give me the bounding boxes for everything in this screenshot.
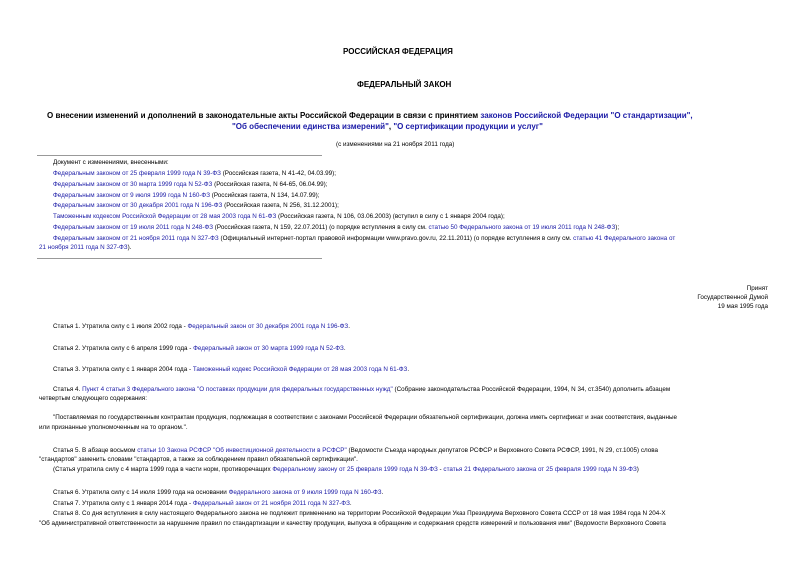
change-source: (Российская газета, N 159, 22.07.2011) (о порядке вступления в силу см.: [213, 224, 429, 231]
article-7: [53, 500, 352, 508]
article-text: Статья 2. Утратила силу с 6 апреля 1999 года -: [53, 345, 194, 352]
article-5: [53, 447, 658, 455]
change-source: (Российская газета, N 64-65, 06.04.99);: [212, 181, 328, 188]
article-text: Статья 7. Утратила силу с 1 января 2014 года -: [53, 500, 193, 507]
title-separator: ,: [388, 122, 394, 131]
article-link[interactable]: статьи 10 Закона РСФСР "Об инвестиционной деятельности в РСФСР": [137, 447, 347, 454]
change-source-end: );: [615, 224, 620, 231]
article-source: (Ведомости Съезда народных депутатов РСФСР и Верховного Совета РСФСР, 1991, N 29, ст.1005) слова: [346, 447, 659, 454]
change-effective-link[interactable]: статью 50 Федерального закона от 19 июля 2011 года N 248-ФЗ: [428, 224, 616, 231]
note-text: (Статья утратила силу с 4 марта 1999 года в части норм, противоречащих: [53, 466, 273, 473]
quote-line-2: или признанные уполномоченным на то органом.".: [39, 424, 188, 431]
title-link-certification[interactable]: "О сертификации продукции и услуг": [393, 122, 543, 131]
article-1: [53, 323, 350, 331]
article-end: .: [407, 366, 410, 373]
change-link[interactable]: Таможенным кодексом Российской Федерации от 28 мая 2003 года N 61-ФЗ: [53, 213, 277, 220]
article-2: [53, 345, 346, 353]
article-text: Статья 3. Утратила силу с 1 января 2004 года -: [53, 366, 193, 373]
article-text: Статья 1. Утратила силу с 1 июля 2002 года -: [53, 323, 188, 330]
article-text: Статья 5. В абзаце восьмом: [53, 447, 138, 454]
article-text: Статья 6. Утратила силу с 14 июля 1999 года на основании: [53, 489, 229, 496]
change-row-7-cont: [39, 244, 131, 252]
change-row-6: [53, 224, 619, 232]
change-source: (Российская газета, N 256, 31.12.2001);: [222, 202, 339, 209]
adopted-by: Государственной Думой: [697, 294, 768, 301]
note-link[interactable]: Федеральному закону от 25 февраля 1999 года N 39-ФЗ: [272, 466, 438, 473]
quote-line-1: "Поставляемая по государственным контрактам продукция, подлежащая в соответствии с законами Российской Федерации обязательной сертификации, должна иметь сертификат и знак соответствия, выданные: [53, 414, 678, 421]
article-source: (Собрание законодательства Российской Федерации, 1994, N 34, ст.3540) дополнить абзацем: [392, 386, 671, 393]
changes-top-rule: [37, 155, 322, 156]
change-link[interactable]: Федеральным законом от 30 декабря 2001 года N 196-ФЗ: [53, 202, 223, 209]
article-4: [53, 386, 670, 394]
doc-type-heading: ФЕДЕРАЛЬНЫЙ ЗАКОН: [357, 80, 452, 89]
change-effective-link-cont[interactable]: 21 ноября 2011 года N 327-ФЗ: [39, 244, 128, 251]
article-end: .: [381, 489, 384, 496]
article-link[interactable]: Пункт 4 статьи 3 Федерального закона "О поставках продукции для федеральных государственных нужд": [82, 386, 393, 393]
article-5-note: [53, 466, 639, 474]
change-row-4: [53, 202, 339, 210]
change-row-7: [53, 235, 675, 243]
change-link[interactable]: Федеральным законом от 9 июля 1999 года N 160-ФЗ: [53, 192, 211, 199]
article-end: .: [349, 500, 352, 507]
change-link[interactable]: Федеральным законом от 25 февраля 1999 года N 39-ФЗ: [53, 170, 221, 177]
article-end: .: [343, 345, 346, 352]
change-source: (Российская газета, N 41-42, 04.03.99);: [220, 170, 337, 177]
adopted-label: Принят: [746, 285, 768, 292]
article-8-cont: "Об административной ответственности за нарушение правил по стандартизации и качеству продукции, выпуска в обращение и содержания средств измерений и пользования ими" (Ведомости Верховного Совета: [39, 520, 666, 527]
title-link-measurements[interactable]: "Об обеспечении единства измерений": [232, 122, 389, 131]
title-text: О внесении изменений и дополнений в законодательные акты Российской Федерации в связи с принятием: [47, 111, 481, 120]
change-row-1: [53, 170, 336, 178]
change-link[interactable]: Федеральным законом от 19 июля 2011 года N 248-ФЗ: [53, 224, 214, 231]
article-text: Статья 4.: [53, 386, 83, 393]
change-row-2: [53, 181, 327, 189]
article-3: [53, 366, 409, 374]
note-sep: -: [437, 466, 444, 473]
article-8: Статья 8. Со дня вступления в силу настоящего Федерального закона не подлежит применению на территории Российской Федерации Указ Президиума Верховного Совета СССР от 18 мая 1984 года N 204-X: [53, 510, 666, 517]
article-4-cont: четвертым следующего содержания:: [39, 395, 147, 402]
changes-bottom-rule: [37, 258, 322, 259]
note-end: ): [636, 466, 639, 473]
change-link[interactable]: Федеральным законом от 21 ноября 2011 года N 327-ФЗ: [53, 235, 219, 242]
edition-note: (с изменениями на 21 ноября 2011 года): [336, 141, 455, 148]
article-5-cont: "стандартов" заменить словами "стандартов, а также за соблюдением правил обязательной сертификации".: [39, 456, 358, 463]
article-link[interactable]: Федеральный закон от 30 марта 1999 года N 52-ФЗ: [193, 345, 344, 352]
change-row-5: [53, 213, 505, 221]
change-row-3: [53, 192, 320, 200]
change-source-end: ).: [127, 244, 132, 251]
document-title-line-2: [232, 122, 543, 131]
change-source: (Российская газета, N 134, 14.07.99);: [210, 192, 320, 199]
change-link[interactable]: Федеральным законом от 30 марта 1999 года N 52-ФЗ: [53, 181, 213, 188]
change-effective-link[interactable]: статью 41 Федерального закона от: [573, 235, 676, 242]
title-link-standardization[interactable]: законов Российской Федерации "О стандартизации",: [480, 111, 693, 120]
article-6: [53, 489, 383, 497]
adopted-date: 19 мая 1995 года: [717, 303, 768, 310]
article-link[interactable]: Федеральный закон от 21 ноября 2011 года N 327-ФЗ: [192, 500, 350, 507]
change-source: (Официальный интернет-портал правовой информации www.pravo.gov.ru, 22.11.2011) (о порядке вступления в силу см.: [218, 235, 574, 242]
article-end: .: [348, 323, 350, 330]
article-link[interactable]: Федеральный закон от 30 декабря 2001 года N 196-ФЗ: [187, 323, 349, 330]
document-title-line-1: [47, 111, 693, 120]
note-link[interactable]: статья 21 Федерального закона от 25 февраля 1999 года N 39-ФЗ: [443, 466, 637, 473]
article-link[interactable]: Федерального закона от 9 июля 1999 года N 160-ФЗ: [228, 489, 382, 496]
country-heading: РОССИЙСКАЯ ФЕДЕРАЦИЯ: [343, 47, 453, 56]
changes-heading: Документ с изменениями, внесенными:: [53, 159, 169, 166]
article-link[interactable]: Таможенный кодекс Российской Федерации от 28 мая 2003 года N 61-ФЗ: [192, 366, 408, 373]
change-source: (Российская газета, N 106, 03.06.2003) (вступил в силу с 1 января 2004 года);: [276, 213, 505, 220]
